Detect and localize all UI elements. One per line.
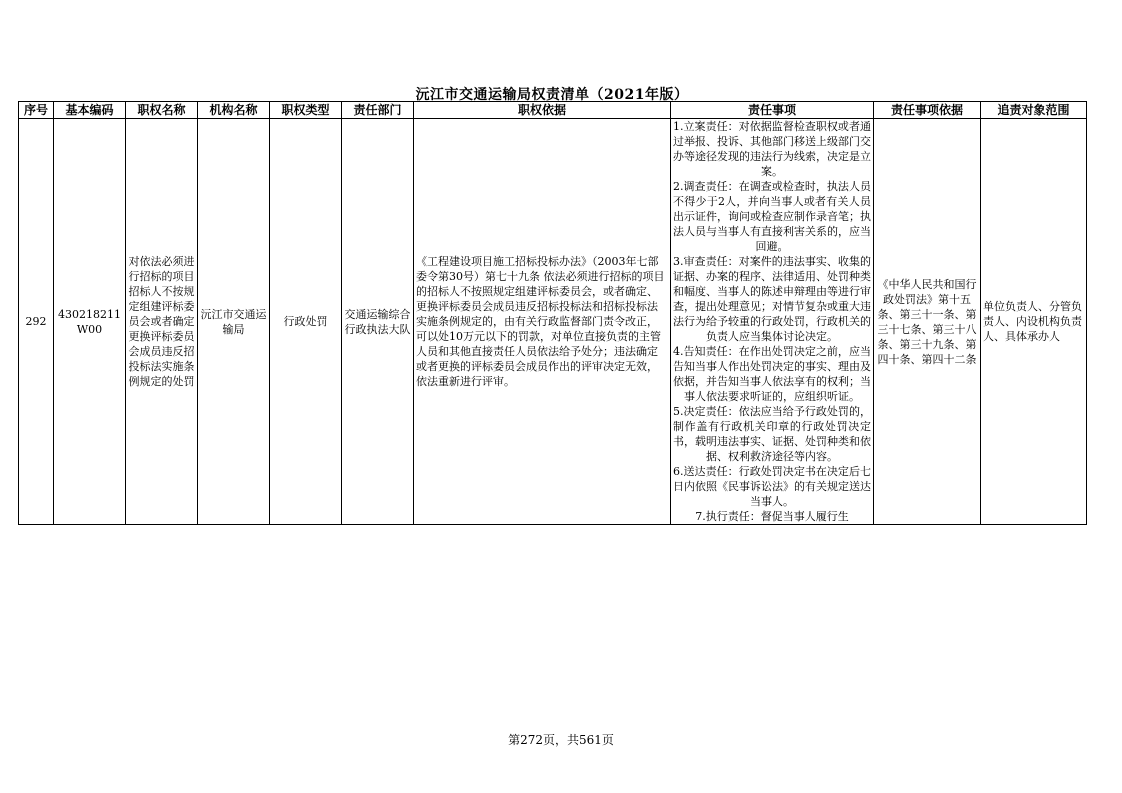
row-accountability: 单位负责人、分管负责人、内设机构负责人、具体承办人 bbox=[981, 119, 1087, 525]
duty-item-delivery: 6.送达责任：行政处罚决定书在决定后七日内依照《民事诉讼法》的有关规定送达当事人。 bbox=[673, 465, 871, 508]
duty-item-investigation: 2.调查责任：在调查或检查时，执法人员不得少于2人，并向当事人或者有关人员出示证件，询问或检查应制作录音笔；执法人员与当事人有直接利害关系的，应当回避。 bbox=[673, 180, 871, 253]
row-code: 430218211W00 bbox=[54, 119, 126, 525]
header-duties: 责任事项 bbox=[671, 102, 874, 119]
row-power-name: 对依法必须进行招标的项目招标人不按规定组建评标委员会或者确定更换评标委员会成员违反招投标法实施条例规定的处罚 bbox=[126, 119, 198, 525]
row-duties bbox=[671, 119, 874, 525]
header-code: 基本编码 bbox=[54, 102, 126, 119]
responsibility-table bbox=[18, 101, 1087, 525]
row-basis: 《工程建设项目施工招标投标办法》（2003年七部委令第30号）第七十九条 依法必须进行招标的项目的招标人不按照规定组建评标委员会，或者确定、更换评标委员会成员违反招标投标法和招标投标法实施条例规定的，由有关行政监督部门责令改正，可以处10万元以下的罚款，对单位直接负责的主管人员和其他直接责任人员依法给予处分；违法确定或者更换的评标委员会成员作出的评审决定无效，依法重新进行评审。 bbox=[414, 119, 671, 525]
row-duty-basis: 《中华人民共和国行政处罚法》第十五条、第三十一条、第三十七条、第三十八条、第三十九条、第四十条、第四十二条 bbox=[874, 119, 981, 525]
duty-item-decision: 5.决定责任：依法应当给予行政处罚的，制作盖有行政机关印章的行政处罚决定书，载明违法事实、证据、处罚种类和依据、权利救济途径等内容。 bbox=[673, 405, 871, 463]
row-index: 292 bbox=[19, 119, 54, 525]
header-duty-basis: 责任事项依据 bbox=[874, 102, 981, 119]
row-department: 交通运输综合行政执法大队 bbox=[342, 119, 414, 525]
header-org: 机构名称 bbox=[198, 102, 270, 119]
header-department: 责任部门 bbox=[342, 102, 414, 119]
duty-item-review: 3.审查责任：对案件的违法事实、收集的证据、办案的程序、法律适用、处罚种类和幅度、当事人的陈述申辩理由等进行审查，提出处理意见；对情节复杂或重大违法行为给予较重的行政处罚，行政机关的负责人应当集体讨论决定。 bbox=[673, 255, 871, 343]
header-row bbox=[19, 102, 1087, 119]
page-title: 沅江市交通运输局权责清单（2021年版） bbox=[415, 87, 689, 103]
row-org: 沅江市交通运输局 bbox=[198, 119, 270, 525]
row-power-type: 行政处罚 bbox=[270, 119, 342, 525]
page-number: 第272页，共561页 bbox=[508, 733, 614, 747]
header-index: 序号 bbox=[19, 102, 54, 119]
table-row bbox=[19, 119, 1087, 525]
header-power-name: 职权名称 bbox=[126, 102, 198, 119]
duty-item-execution: 7.执行责任：督促当事人履行生 bbox=[695, 510, 849, 523]
header-accountability: 追责对象范围 bbox=[981, 102, 1087, 119]
duty-item-notification: 4.告知责任：在作出处罚决定之前，应当告知当事人作出处罚决定的事实、理由及依据，并告知当事人依法享有的权利；当事人依法要求听证的，应组织听证。 bbox=[673, 345, 871, 403]
duty-item-filing: 1.立案责任：对依据监督检查职权或者通过举报、投诉、其他部门移送上级部门交办等途径发现的违法行为线索，决定是立案。 bbox=[673, 120, 871, 178]
header-basis: 职权依据 bbox=[414, 102, 671, 119]
header-power-type: 职权类型 bbox=[270, 102, 342, 119]
